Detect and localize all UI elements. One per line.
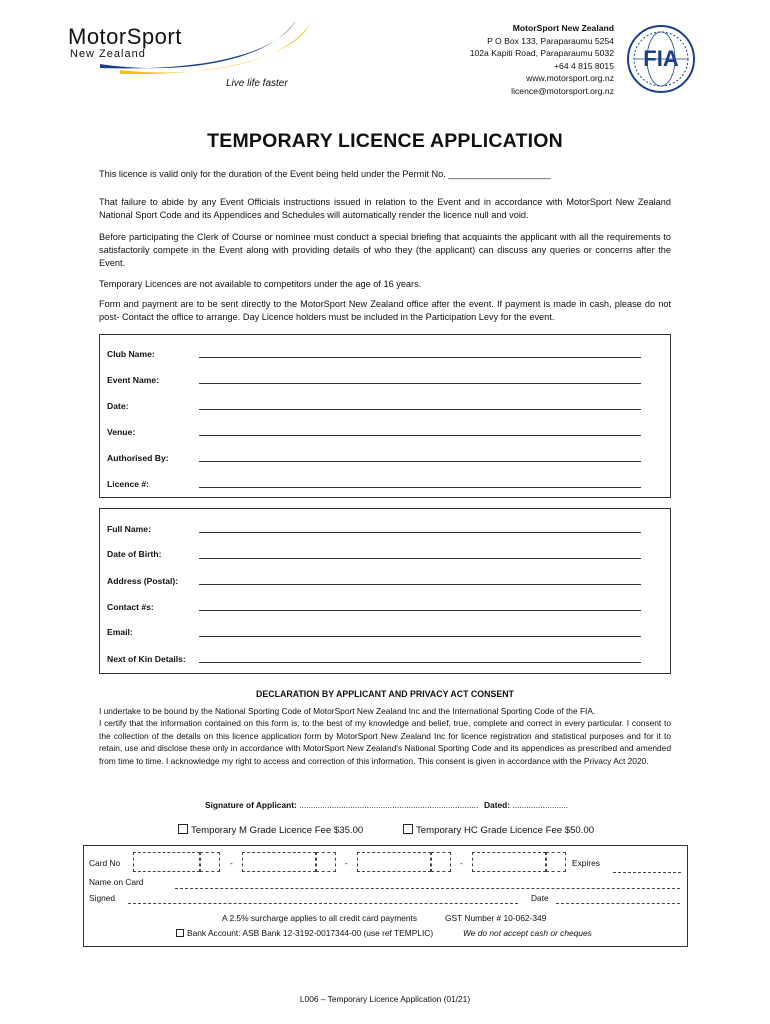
email-label: Email: (107, 627, 133, 637)
fia-logo-text: FIA (643, 46, 679, 71)
m-grade-fee-option[interactable] (178, 824, 363, 836)
gst-number: GST Number # 10-062-349 (445, 913, 547, 923)
full-name-field[interactable] (199, 532, 641, 533)
org-email: licence@motorsport.org.nz (511, 85, 614, 96)
declaration-certification: I certify that the information contained on this form is, to the best of my knowledge and belief, true, complete and correct in every particular. I consent to the collection of the details on this licence application form by MotorSport New Zealand Inc for licence registration and statistical purposes and for it to retain, use and disclose these only in accordance with MotorSport New Zealand's National Sporting Code and its appendices as prescribed and amended from time to time. I acknowledge my right to access and correction of this information. This consent is given in accordance with the Privacy Act 2020. (99, 718, 671, 766)
bank-account-text: Bank Account: ASB Bank 12-3192-0017344-00 (use ref TEMPLIC) (187, 928, 434, 938)
card-number-dash: - (460, 858, 463, 868)
name-on-card-label: Name on Card (89, 877, 144, 887)
fia-logo (626, 24, 696, 94)
org-address-line: P O Box 133, Paraparaumu 5254 (487, 35, 614, 46)
intro-age-paragraph: Temporary Licences are not available to competitors under the age of 16 years. (99, 279, 422, 289)
org-name: MotorSport New Zealand (512, 23, 614, 33)
declaration-body (99, 705, 671, 767)
signature-label: Signature of Applicant: (205, 800, 297, 810)
card-number-cell[interactable] (316, 852, 336, 872)
dated-field[interactable]: ........................ (512, 800, 569, 810)
club-name-field[interactable] (199, 357, 641, 358)
hc-grade-fee-label: Temporary HC Grade Licence Fee $50.00 (416, 825, 595, 836)
date-of-birth-field[interactable] (199, 558, 641, 559)
declaration-title: DECLARATION BY APPLICANT AND PRIVACY ACT CONSENT (256, 689, 514, 699)
address-field[interactable] (199, 584, 641, 585)
club-name-label: Club Name: (107, 349, 155, 359)
venue-field[interactable] (199, 435, 641, 436)
date-label-payment: Date (531, 893, 549, 903)
intro-payment-paragraph: Form and payment are to be sent directly to the MotorSport New Zealand office after the event. If payment is made in cash, please do not post- Contact the office to arrange. Day Licence holders must be included in the Participation Levy for the event. (99, 299, 671, 323)
dated-label: Dated: (484, 800, 511, 810)
payment-date-field[interactable] (556, 903, 680, 904)
card-number-cell[interactable] (242, 852, 316, 872)
next-of-kin-label: Next of Kin Details: (107, 654, 186, 664)
card-number-dash: - (345, 858, 348, 868)
org-contact-block (404, 22, 614, 98)
event-details-box (99, 334, 671, 498)
dated-row (484, 800, 568, 810)
card-number-cell[interactable] (357, 852, 431, 872)
intro-permit-paragraph: This licence is valid only for the duration of the Event being held under the Permit No. ____________________ (99, 169, 551, 179)
signed-field[interactable] (128, 903, 518, 904)
card-number-cell[interactable] (472, 852, 546, 872)
card-number-cell[interactable] (133, 852, 200, 872)
event-name-label: Event Name: (107, 375, 160, 385)
expires-label: Expires (572, 858, 600, 868)
next-of-kin-field[interactable] (199, 662, 641, 663)
licence-number-field[interactable] (199, 487, 641, 488)
bank-account-checkbox[interactable] (176, 929, 184, 937)
signature-row (205, 800, 478, 810)
address-label: Address (Postal): (107, 576, 179, 586)
date-label: Date: (107, 401, 129, 411)
full-name-label: Full Name: (107, 524, 151, 534)
intro-officials-paragraph: That failure to abide by any Event Officials instructions issued in relation to the Event and in accordance with MotorSport New Zealand National Sport Code and its Appendices and Schedules will automatically render the licence null and void. (99, 197, 671, 221)
signed-label: Signed (89, 893, 116, 903)
date-field[interactable] (199, 409, 641, 410)
footer-form-code: L006 – Temporary Licence Application (01/21) (299, 994, 471, 1004)
intro-briefing-paragraph: Before participating the Clerk of Course or nominee must conduct a special briefing that acquaints the applicant with all the requirements to satisfactorily compete in the Event along with providing details of who they (the applicant) can discuss any queries or concerns after the Event. (99, 232, 671, 269)
licence-number-label: Licence #: (107, 479, 150, 489)
date-of-birth-label: Date of Birth: (107, 549, 162, 559)
venue-label: Venue: (107, 427, 136, 437)
surcharge-note: A 2.5% surcharge applies to all credit card payments (222, 913, 418, 923)
m-grade-fee-label: Temporary M Grade Licence Fee $35.00 (191, 825, 364, 836)
card-number-cell[interactable] (200, 852, 220, 872)
event-name-field[interactable] (199, 383, 641, 384)
card-number-label: Card No (89, 858, 121, 868)
page-title: TEMPORARY LICENCE APPLICATION (207, 130, 563, 152)
card-number-cell[interactable] (431, 852, 451, 872)
authorised-by-field[interactable] (199, 461, 641, 462)
card-number-cell[interactable] (546, 852, 566, 872)
declaration-undertaking: I undertake to be bound by the National Sporting Code of MotorSport New Zealand Inc and the International Sporting Code of the FIA. (99, 706, 596, 716)
card-number-dash: - (230, 858, 233, 868)
expires-field[interactable] (613, 872, 681, 873)
hc-grade-fee-option[interactable] (403, 824, 594, 836)
contact-field[interactable] (199, 610, 641, 611)
contact-label: Contact #s: (107, 602, 154, 612)
org-phone: +64 4 815 8015 (554, 60, 614, 71)
logo-sub-text: New Zealand (70, 48, 146, 60)
no-cash-note: We do not accept cash or cheques (463, 928, 592, 938)
authorised-by-label: Authorised By: (107, 453, 169, 463)
email-field[interactable] (199, 636, 641, 637)
bank-account-row (176, 928, 433, 938)
org-website: www.motorsport.org.nz (526, 73, 614, 84)
motorsport-logo (60, 18, 320, 96)
logo-main-text: MotorSport (68, 24, 182, 49)
hc-grade-checkbox[interactable] (403, 824, 413, 834)
signature-field[interactable]: ............................................................................. (299, 800, 479, 810)
name-on-card-field[interactable] (175, 888, 680, 889)
logo-tagline: Live life faster (226, 78, 288, 89)
org-address-line: 102a Kapiti Road, Paraparaumu 5032 (469, 48, 614, 59)
m-grade-checkbox[interactable] (178, 824, 188, 834)
